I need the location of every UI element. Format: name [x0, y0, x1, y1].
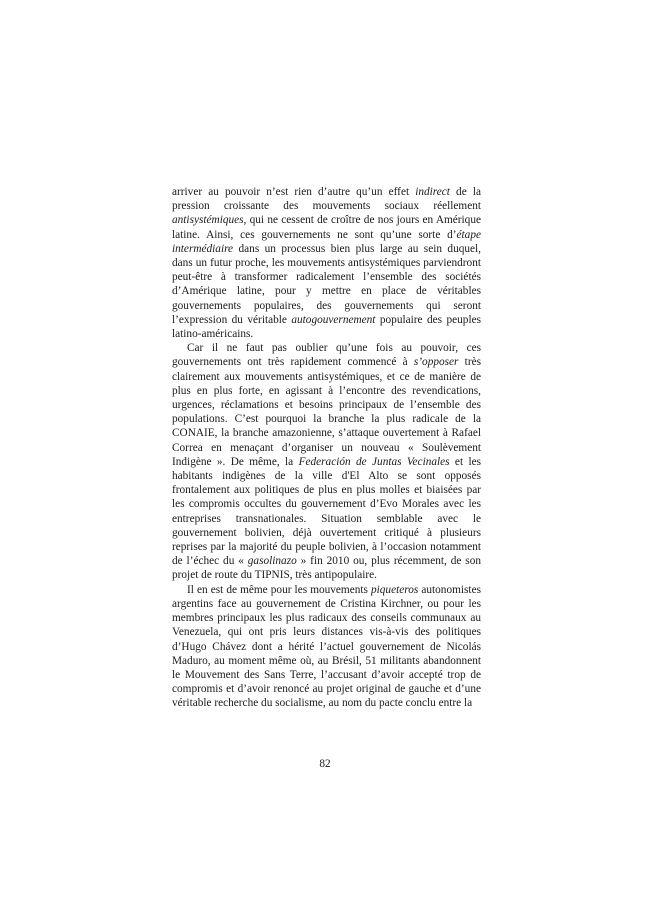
text-run: Car il ne faut pas oublier qu’une fois au pouvoir, ces gouvernements ont très rapidement commencé à [172, 342, 481, 369]
paragraph [172, 583, 481, 711]
italic-text: autogouvernement [291, 313, 376, 326]
text-run: arriver au pouvoir n’est rien d’autre qu’un effet [172, 186, 416, 198]
italic-text: piqueteros [371, 583, 419, 596]
text-run: autonomistes argentins face au gouvernement de Cristina Kirchner, ou pour les membres principaux les plus radicaux des conseils communaux au Venezuela, qui ont pris leurs distances vis-à-vis des politiques d’Hugo Chávez dont a hérité l’actuel gouvernement de Nicolás Maduro, au moment même où, au Brésil, 51 militants abandonnent le Mouvement des Sans Terre, l’accusant d’avoir accepté trop de compromis et d’avoir renoncé au projet original de gauche et d’une véritable recherche du socialisme, au nom du pacte conclu entre la [172, 583, 481, 710]
italic-text: Federación de Juntas Vecinales [298, 455, 450, 468]
text-run: populaire des peuples latino-américains. [172, 313, 481, 341]
italic-text: s’opposer [413, 356, 459, 369]
italic-text: gasolinazo [247, 555, 297, 568]
text-run: Il en est de même pour les mouvements [187, 583, 371, 596]
italic-text: étape intermédiaire [172, 228, 481, 255]
text-run: très clairement aux mouvements antisystémiques, et ce de manière de plus en plus forte, en agissant à l’encontre des revendications, urgences, réclamations et besoins principaux de l’ensemble des populations. C’est pourquoi la branche la plus radicale de la CONAIE, la branche amazonienne, s’attaque ouvertement à Rafael Correa en menaçant d’organiser un nouveau « Soulèvement Indigène ». De même, la [172, 356, 481, 468]
text-run: et les habitants indigènes de la ville d'El Alto se sont opposés frontalement aux politiques de plus en plus molles et biaisées par les compromis occultes du gouvernement d’Evo Morales avec les entreprises transnationales. Situation semblable avec le gouvernement bolivien, déjà ouvertement critiqué à plusieurs reprises par la majorité du peuple bolivien, à l’occasion notamment de l’échec du « [172, 455, 481, 568]
page-number: 82 [319, 758, 331, 770]
text-run: dans un processus bien plus large au sein duquel, dans un futur proche, les mouvements antisystémiques parviendront peut-être à transformer radicalement l’ensemble des sociétés d’Amérique latine, pour y mettre en place de véritables gouvernements populaires, des gouvernements qui seront l’expression du véritable [172, 242, 481, 326]
italic-text: indirect [415, 186, 450, 198]
text-run: de la pression croissante des mouvements sociaux réellement [172, 186, 481, 213]
text-run: » fin 2010 ou, plus récemment, de son projet de route du TIPNIS, très antipopulaire. [172, 555, 481, 582]
paragraph [172, 185, 481, 341]
text-run: , qui ne cessent de croître de nos jours en Amérique latine. Ainsi, ces gouvernements ne sont qu’une sorte d’ [172, 214, 481, 241]
paragraph [172, 341, 481, 582]
italic-text: antisystémiques [172, 214, 244, 227]
body-text [172, 185, 481, 711]
